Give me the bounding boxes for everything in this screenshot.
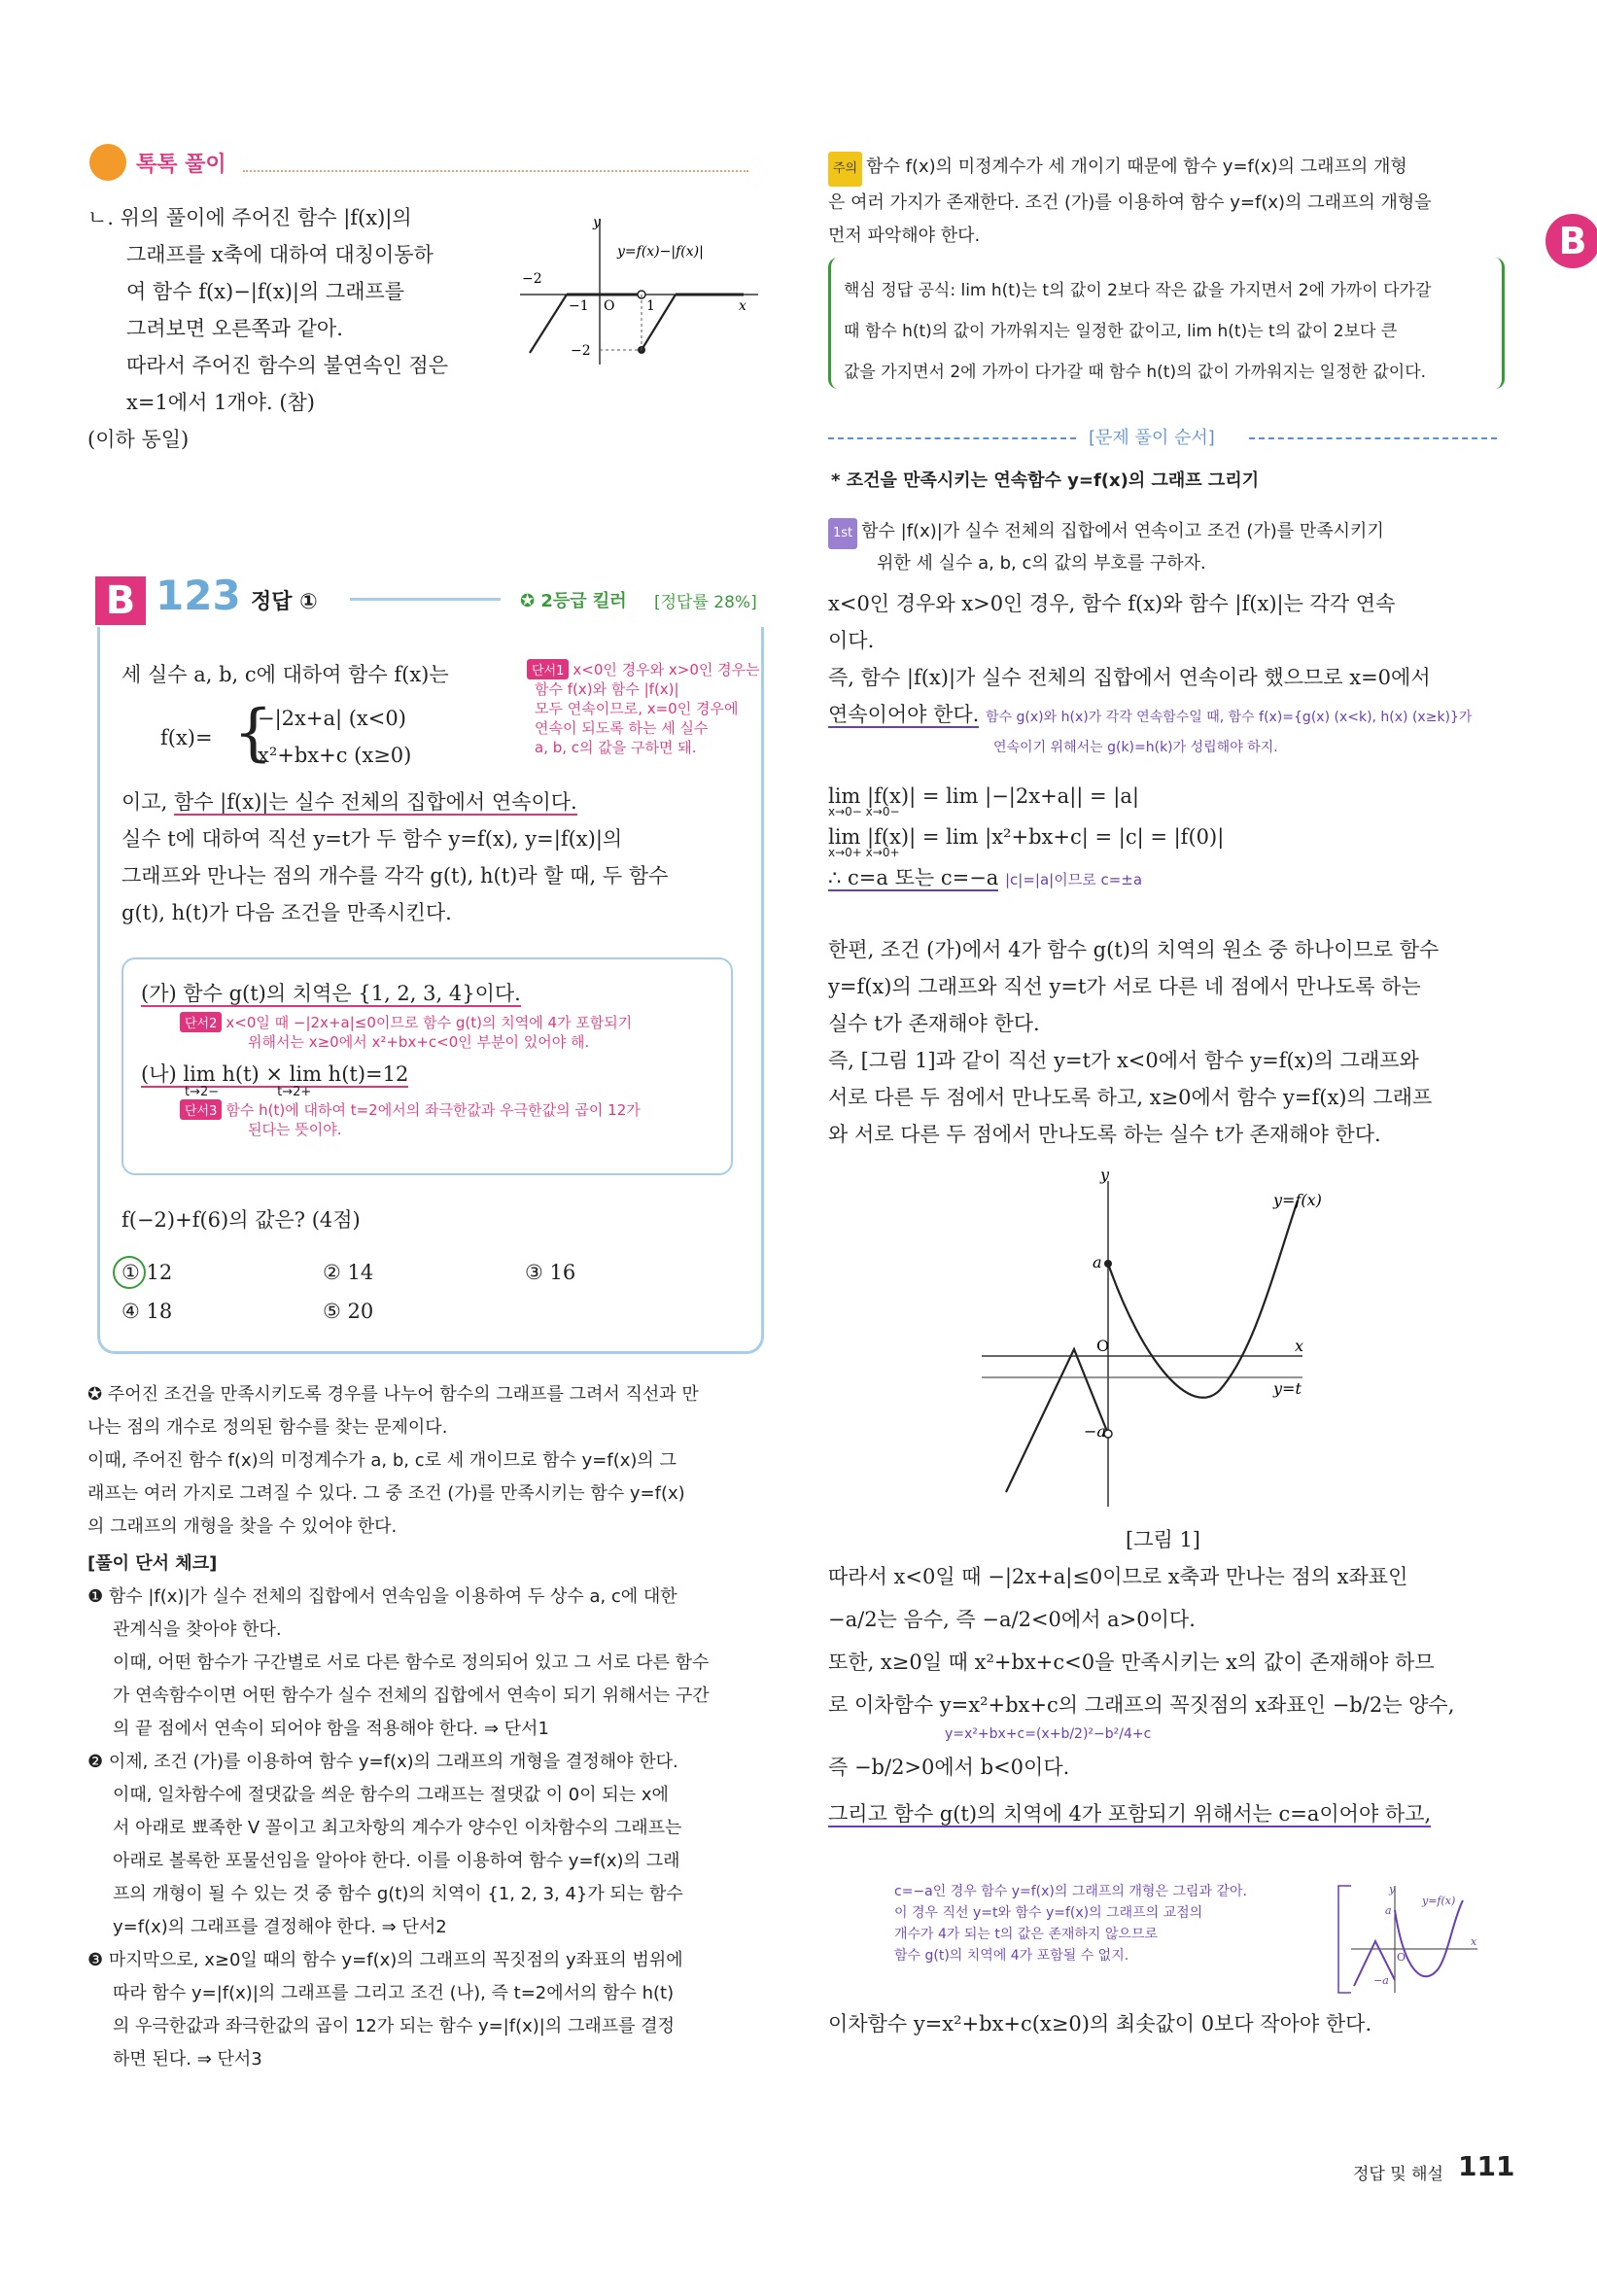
case-note-line: c=−a인 경우 함수 y=f(x)의 그래프의 개형은 그림과 같아. xyxy=(894,1884,1247,1899)
section-title: 톡톡 풀이 xyxy=(136,153,226,177)
check-line: 프의 개형이 될 수 있는 것 중 함수 g(t)의 치역이 {1, 2, 3, 4}가 되는 함수 xyxy=(113,1884,683,1904)
problem-text: 실수 t에 대하여 직선 y=t가 두 함수 y=f(x), y=|f(x)|의 xyxy=(122,827,623,851)
section-icon xyxy=(89,144,126,181)
text-line: 여 함수 f(x)−|f(x)|의 그래프를 xyxy=(126,280,405,303)
hint2-line: 위해서는 x≥0에서 x²+bx+c<0인 부분이 있어야 해. xyxy=(248,1033,590,1051)
key-line: 때 함수 h(t)의 값이 가까워지는 일정한 값이고, lim h(t)는 t의 값이 2보다 큰 xyxy=(844,322,1398,341)
sol-note: 연속이기 위해서는 g(k)=h(k)가 성립해야 하지. xyxy=(993,740,1278,755)
choice-2: ② 14 xyxy=(323,1261,374,1284)
header-rule xyxy=(350,598,501,601)
solution-part1 xyxy=(828,585,1472,759)
mini-graph xyxy=(1346,1881,1482,1998)
mini-x: x xyxy=(1471,1935,1477,1948)
problem-text: 그래프와 만나는 점의 개수를 각각 g(t), h(t)라 할 때, 두 함수 xyxy=(122,864,669,887)
hint1-line: x<0인 경우와 x>0인 경우는 xyxy=(573,661,760,678)
limit-2-sub: x→0+ x→0+ xyxy=(828,846,900,859)
note-line: 함수 f(x)의 미정계수가 세 개이기 때문에 함수 y=f(x)의 그래프의 개형 xyxy=(866,157,1407,177)
section-divider xyxy=(243,170,748,172)
exp-line: 이때, 주어진 함수 f(x)의 미정계수가 a, b, c로 세 개이므로 함수 y=f(x)의 그 xyxy=(87,1450,677,1471)
note-bracket xyxy=(1334,1881,1353,1998)
check-line: ❷ 이제, 조건 (가)를 이용하여 함수 y=f(x)의 그래프의 개형을 결정해야 한다. xyxy=(87,1752,678,1772)
case-note-line: 이 경우 직선 y=t와 함수 y=f(x)의 그래프의 교점의 xyxy=(894,1905,1203,1921)
step1 xyxy=(828,517,1384,578)
solution-part3 xyxy=(828,1558,1454,1832)
sol-line: 한편, 조건 (가)에서 4가 함수 g(t)의 치역의 원소 중 하나이므로 함수 xyxy=(828,938,1440,961)
point-ma: −a xyxy=(1084,1422,1106,1441)
text-line: ㄴ. 위의 풀이에 주어진 함수 |f(x)|의 xyxy=(87,206,412,229)
hint1-line: a, b, c의 값을 구하면 돼. xyxy=(535,739,697,756)
note-tag: 주의 xyxy=(828,152,862,187)
check-line: ❸ 마지막으로, x≥0일 때의 함수 y=f(x)의 그래프의 꼭짓점의 y좌표의 범위에 xyxy=(87,1950,683,1970)
cond-b-sub1: t→2− xyxy=(185,1085,220,1099)
problem-number: 123 xyxy=(156,572,241,619)
therefore: ∴ c=a 또는 c=−a xyxy=(828,866,999,889)
fx-lhs: f(x)= xyxy=(160,726,213,749)
case-note xyxy=(894,1881,1247,1966)
sol-note: 함수 g(x)와 h(x)가 각각 연속함수일 때, 함수 f(x)={g(x) (x<k), h(x) (x≥k)}가 xyxy=(986,710,1473,725)
hint1-line: 모두 연속이므로, x=0인 경우에 xyxy=(535,700,739,717)
origin: O xyxy=(604,298,615,314)
check-line: ❶ 함수 |f(x)|가 실수 전체의 집합에서 연속임을 이용하여 두 상수 a, c에 대한 xyxy=(87,1586,677,1607)
hint3-line: 된다는 뜻이야. xyxy=(248,1121,342,1138)
tick-1: 1 xyxy=(646,298,655,314)
check-line: y=f(x)의 그래프를 결정해야 한다. ⇒ 단서2 xyxy=(113,1917,447,1937)
sol-line: 즉 −b/2>0에서 b<0이다. xyxy=(828,1756,1070,1779)
fx-case1: −|2x+a| (x<0) xyxy=(258,707,406,730)
mini-a: a xyxy=(1385,1904,1392,1917)
note xyxy=(828,151,1509,253)
limit-2: lim |f(x)| = lim |x²+bx+c| = |c| = |f(0)| xyxy=(828,825,1225,849)
step1-line: 함수 |f(x)|가 실수 전체의 집합에서 연속이고 조건 (가)를 만족시키기 xyxy=(861,521,1384,541)
conditions xyxy=(141,975,641,1139)
check-line: 가 연속함수이면 어떤 함수가 실수 전체의 집합에서 연속이 되기 위해서는 구간 xyxy=(113,1686,710,1706)
axis-x: x xyxy=(1295,1337,1304,1355)
step1-line: 위한 세 실수 a, b, c의 값의 부호를 구하자. xyxy=(877,553,1206,574)
sol-line: 연속이어야 한다. xyxy=(828,703,980,726)
case-note-line: 개수가 4가 되는 t의 값은 존재하지 않으므로 xyxy=(894,1927,1159,1942)
figure-caption: [그림 1] xyxy=(1126,1528,1200,1551)
graph-f-minus-abs xyxy=(510,209,768,369)
hint2-tag: 단서2 xyxy=(180,1012,222,1032)
text-line: (이하 동일) xyxy=(87,428,190,451)
sol-line: x<0인 경우와 x>0인 경우, 함수 f(x)와 함수 |f(x)|는 각각 연속 xyxy=(828,592,1396,615)
answer-label: 정답 ① xyxy=(251,590,318,614)
axis-x: x xyxy=(739,298,746,314)
step1-tag: 1st xyxy=(828,518,857,549)
therefore-note: |c|=|a|이므로 c=±a xyxy=(1005,871,1143,888)
hint3-line: 함수 h(t)에 대하여 t=2에서의 좌극한값과 우극한값의 곱이 12가 xyxy=(226,1101,641,1119)
check-line: 의 끝 점에서 연속이 되어야 함을 적용해야 한다. ⇒ 단서1 xyxy=(113,1719,549,1739)
check-line: 따라 함수 y=|f(x)|의 그래프를 그리고 조건 (나), 즉 t=2에서의 함수 h(t) xyxy=(113,1983,675,2003)
case-note-line: 함수 g(t)의 치역에 4가 포함될 수 없지. xyxy=(894,1948,1129,1964)
condition-b: (나) lim h(t) × lim h(t)=12 xyxy=(141,1062,409,1086)
sol-line: y=f(x)의 그래프와 직선 y=t가 서로 다른 네 점에서 만나도록 하는 xyxy=(828,975,1421,998)
axis-y: y xyxy=(593,215,601,230)
limit-1-sub: x→0− x→0− xyxy=(828,805,900,818)
fx-brace: { xyxy=(233,697,273,769)
sol-line: 실수 t가 존재해야 한다. xyxy=(828,1012,1040,1035)
choice-1: ① 12 xyxy=(122,1261,173,1284)
sol-line: 그리고 함수 g(t)의 치역에 4가 포함되기 위해서는 c=a이어야 하고, xyxy=(828,1802,1432,1826)
check-line: 아래로 볼록한 포물선임을 알아야 한다. 이를 이용하여 함수 y=f(x)의 그래 xyxy=(113,1851,680,1871)
solution-part2 xyxy=(828,931,1439,1153)
limits xyxy=(828,778,1224,898)
key-line: 값을 가지면서 2에 가까이 다가갈 때 함수 h(t)의 값이 가까워지는 일정한 값이다. xyxy=(844,363,1427,382)
hint2-line: x<0일 때 −|2x+a|≤0이므로 함수 g(t)의 치역에 4가 포함되기 xyxy=(226,1014,633,1031)
sol-line: 즉, 함수 |f(x)|가 실수 전체의 집합에서 연속이라 했으므로 x=0에서 xyxy=(828,666,1431,689)
tick-m2: −2 xyxy=(522,271,542,287)
text-line: 그래프를 x축에 대하여 대칭이동하 xyxy=(126,243,434,266)
text-line: 그려보면 오른쪽과 같아. xyxy=(126,317,343,340)
cond-b-sub2: t→2+ xyxy=(277,1085,312,1099)
check-line: 하면 된다. ⇒ 단서3 xyxy=(113,2049,262,2070)
question: f(−2)+f(6)의 값은? (4점) xyxy=(122,1208,361,1232)
note-line: 먼저 파악해야 한다. xyxy=(828,226,981,246)
mini-label: y=f(x) xyxy=(1422,1895,1456,1907)
mini-o: O xyxy=(1397,1951,1406,1964)
sol-line: 로 이차함수 y=x²+bx+c의 그래프의 꼭짓점의 x좌표인 −b/2는 양수, xyxy=(828,1693,1455,1717)
choice-3: ③ 16 xyxy=(525,1261,576,1284)
key-formula xyxy=(844,270,1495,393)
explanation xyxy=(87,1378,710,2076)
sol-line: 이다. xyxy=(828,629,875,652)
limit-1: lim |f(x)| = lim |−|2x+a|| = |a| xyxy=(828,784,1139,808)
hint1-line: 함수 f(x)와 함수 |f(x)| xyxy=(535,680,679,698)
problem-text: 이고, xyxy=(122,790,174,814)
exp-line: ✪ 주어진 조건을 만족시키도록 경우를 나누어 함수의 그래프를 그려서 직선과 만 xyxy=(87,1384,699,1405)
figure-1 xyxy=(972,1166,1351,1516)
check-line: 이때, 일차함수에 절댓값을 씌운 함수의 그래프는 절댓값 이 0이 되는 x에 xyxy=(113,1785,669,1805)
check-line: 이때, 어떤 함수가 구간별로 서로 다른 함수로 정의되어 있고 그 서로 다른 함수 xyxy=(113,1652,710,1673)
problem-text: 세 실수 a, b, c에 대하여 함수 f(x)는 xyxy=(122,663,449,686)
sol-line: 서로 다른 두 점에서 만나도록 하고, x≥0에서 함수 y=f(x)의 그래프 xyxy=(828,1086,1433,1109)
problem-text: g(t), h(t)가 다음 조건을 만족시킨다. xyxy=(122,901,452,924)
curve-label: y=f(x) xyxy=(1273,1191,1322,1209)
check-line: 의 우극한값과 좌극한값의 곱이 12가 되는 함수 y=|f(x)|의 그래프를 결정 xyxy=(113,2016,675,2036)
point-a: a xyxy=(1093,1253,1102,1271)
problem-text-highlight: 함수 |f(x)|는 실수 전체의 집합에서 연속이다. xyxy=(173,790,577,814)
correct-rate: [정답률 28%] xyxy=(654,593,757,612)
tick-ym2: −2 xyxy=(571,343,591,359)
order-divider-right xyxy=(1249,437,1497,439)
exp-line: 나는 점의 개수로 정의된 함수를 찾는 문제이다. xyxy=(87,1417,448,1438)
axis-y: y xyxy=(1100,1166,1110,1184)
problem-body-2 xyxy=(122,783,668,931)
sol-line: −a/2는 음수, 즉 −a/2<0에서 a>0이다. xyxy=(828,1608,1196,1631)
hint1 xyxy=(527,659,760,757)
condition-a: (가) 함수 g(t)의 치역은 {1, 2, 3, 4}이다. xyxy=(141,982,521,1005)
sol-final: 이차함수 y=x²+bx+c(x≥0)의 최솟값이 0보다 작아야 한다. xyxy=(828,2012,1372,2035)
key-line: 핵심 정답 공식: lim h(t)는 t의 값이 2보다 작은 값을 가지면서 2에 가까이 다가갈 xyxy=(844,281,1432,300)
tick-m1: −1 xyxy=(569,298,589,314)
choice-5: ⑤ 20 xyxy=(323,1300,374,1323)
level-badge: ✪ 2등급 킬러 xyxy=(520,591,627,611)
order-title: [문제 풀이 순서] xyxy=(1089,428,1215,448)
note-line: 은 여러 가지가 존재한다. 조건 (가)를 이용하여 함수 y=f(x)의 그래프의 개형을 xyxy=(828,192,1432,213)
exp-line: 의 그래프의 개형을 찾을 수 있어야 한다. xyxy=(87,1516,398,1537)
hint3-tag: 단서3 xyxy=(180,1099,222,1120)
sol-line: 즉, [그림 1]과 같이 직선 y=t가 x<0에서 함수 y=f(x)의 그래프와 xyxy=(828,1049,1419,1072)
sol-line: 따라서 x<0일 때 −|2x+a|≤0이므로 x축과 만나는 점의 x좌표인 xyxy=(828,1565,1408,1588)
footer-label: 정답 및 해설 xyxy=(1353,2165,1443,2184)
mini-axis-y: y xyxy=(1389,1883,1396,1896)
fx-case2: x²+bx+c (x≥0) xyxy=(258,744,412,767)
hint1-tag: 단서1 xyxy=(527,659,569,679)
problem-badge: B xyxy=(95,576,146,625)
check-line: 관계식을 찾아야 한다. xyxy=(113,1619,282,1640)
mini-ma: −a xyxy=(1373,1974,1389,1987)
sol-line: 또한, x≥0일 때 x²+bx+c<0을 만족시키는 x의 값이 존재해야 하므 xyxy=(828,1651,1435,1674)
exp-line: 래프는 여러 가지로 그려질 수 있다. 그 중 조건 (가)를 만족시키는 함수 y=f(x) xyxy=(87,1483,685,1504)
page-number: 111 xyxy=(1458,2150,1515,2182)
line-label: y=t xyxy=(1273,1379,1302,1398)
side-tab: B xyxy=(1545,214,1597,268)
text-line: 따라서 주어진 함수의 불연속인 점은 xyxy=(126,354,448,377)
problem-body xyxy=(122,656,449,693)
sol-line: 와 서로 다른 두 점에서 만나도록 하는 실수 t가 존재해야 한다. xyxy=(828,1123,1381,1146)
order-divider-left xyxy=(828,437,1076,439)
step-star: * 조건을 만족시키는 연속함수 y=f(x)의 그래프 그리기 xyxy=(831,470,1260,491)
choice-4: ④ 18 xyxy=(122,1300,173,1323)
sol-note: y=x²+bx+c=(x+b/2)²−b²/4+c xyxy=(945,1726,1152,1742)
check-line: 서 아래로 뾰족한 V 꼴이고 최고차항의 계수가 양수인 이차함수의 그래프는 xyxy=(113,1818,682,1838)
top-explanation xyxy=(87,199,448,458)
origin: O xyxy=(1096,1337,1110,1355)
text-line: x=1에서 1개야. (참) xyxy=(126,391,316,414)
check-title: [풀이 단서 체크] xyxy=(87,1553,218,1574)
hint1-line: 연속이 되도록 하는 세 실수 xyxy=(535,719,709,737)
graph-label: y=f(x)−|f(x)| xyxy=(617,244,704,260)
